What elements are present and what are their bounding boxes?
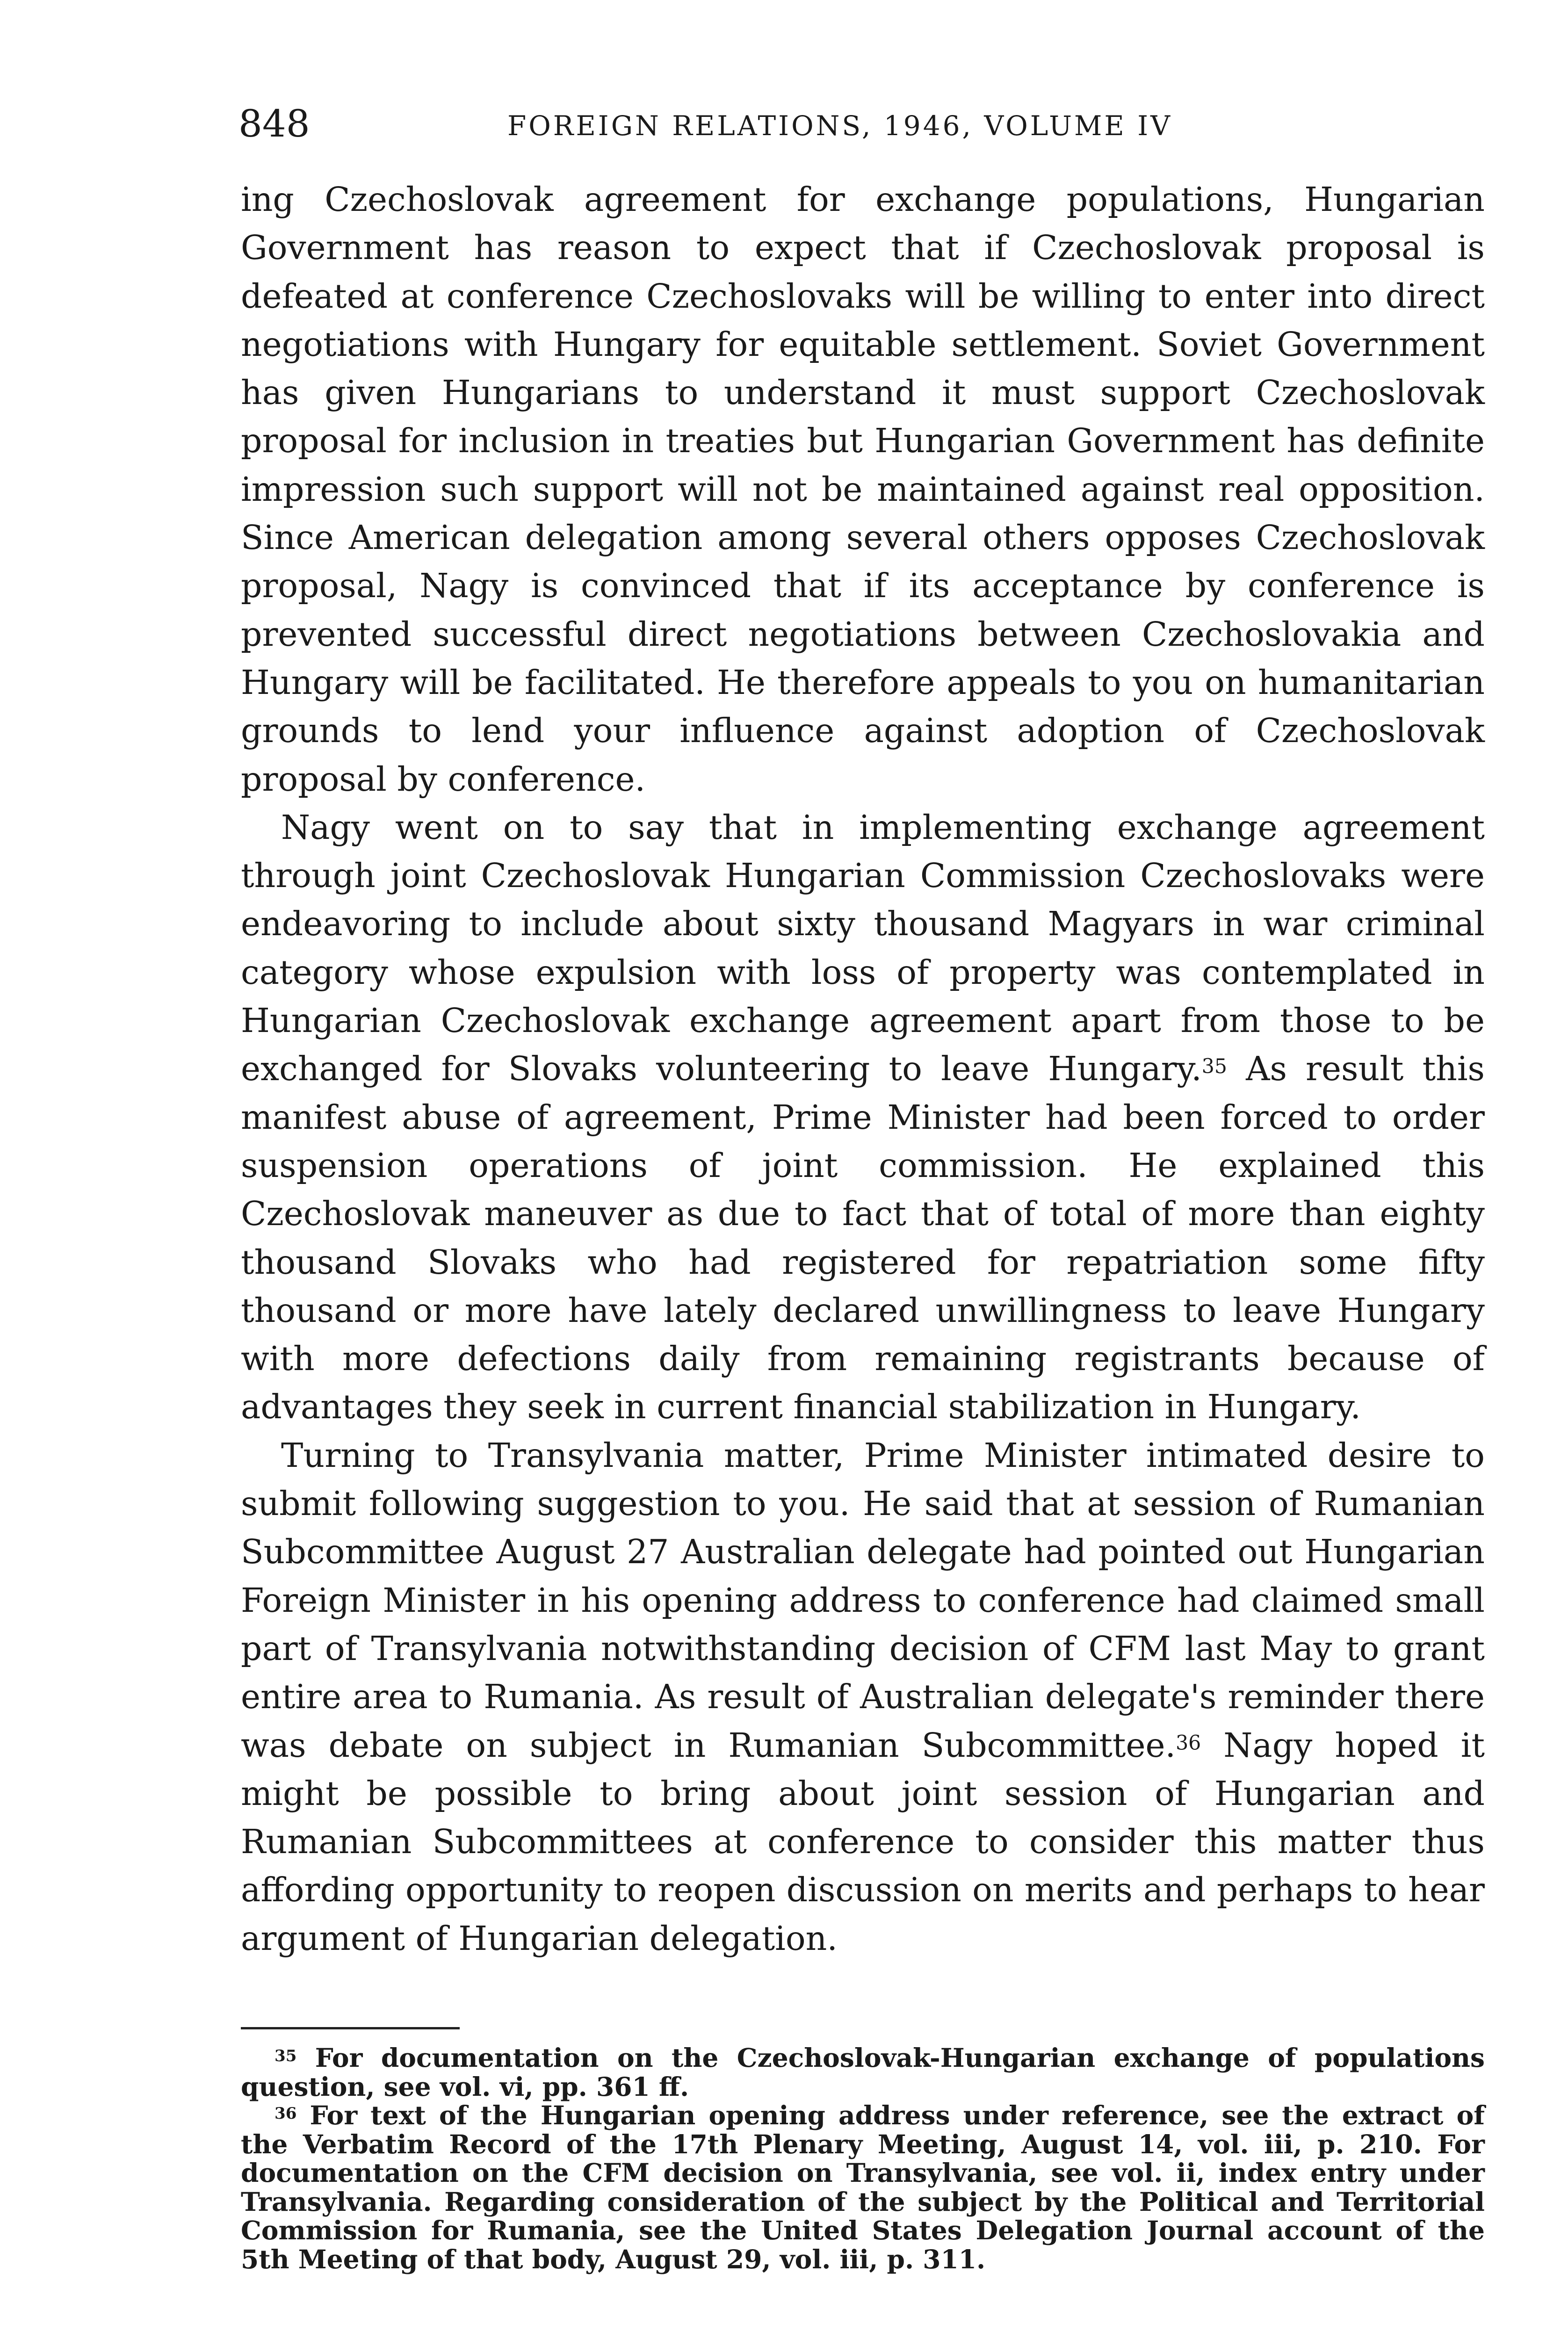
footnote-ref-35: 35	[1201, 1055, 1227, 1079]
page-number: 848	[238, 102, 310, 145]
paragraph-1-text: ing Czechoslovak agreement for exchange populations, Hungarian Government has reason to expect that if Czechoslovak proposal is defeated at conference Czechoslovaks will be willing to enter into direct negotiations with Hungary for equitable settlement. Soviet Government has given Hungarians to understand it must support Czechoslovak proposal for inclusion in treaties but Hungarian Government has definite impression such support will not be maintained against real opposition. Since American delegation among several others opposes Czechoslovak proposal, Nagy is convinced that if its acceptance by conference is prevented successful direct negotiations between Czechoslovakia and Hungary will be facilitated. He therefore appeals to you on humanitarian grounds to lend your influence against adoption of Czechoslovak proposal by conference.	[241, 180, 1485, 799]
paragraph-3-text-b: Nagy hoped it might be possible to bring about joint session of Hungarian and Rumanian Subcommittees at conference to consider this matter thus affording opportunity to reopen discussion on merits and perhaps to hear argument of Hungarian delegation.	[241, 1725, 1485, 1958]
footnote-ref-36: 36	[1176, 1731, 1201, 1755]
footnote-number: 35	[275, 2047, 297, 2066]
running-head	[238, 101, 1501, 152]
paragraph-3-text-a: Turning to Transylvania matter, Prime Minister intimated desire to submit following suggestion to you. He said that at session of Rumanian Subcommittee August 27 Australian delegate had pointed out Hungarian Foreign Minister in his opening address to conference had claimed small part of Transylvania notwithstanding decision of CFM last May to grant entire area to Rumania. As result of Australian delegate's reminder there was debate on subject in Rumanian Subcommittee.	[241, 1436, 1485, 1765]
paragraph-2-text-b: As result this manifest abuse of agreement, Prime Minister had been forced to order suspension operations of joint commission. He explained this Czechoslovak maneuver as due to fact that of total of more than eighty thousand Slovaks who had registered for repatriation some fifty thousand or more have lately declared unwillingness to leave Hungary with more defections daily from remaining registrants because of advantages they seek in current financial stabilization in Hungary.	[241, 1049, 1485, 1427]
paragraph-2	[241, 803, 1485, 1431]
paragraph-1	[241, 175, 1485, 803]
footnote-36	[241, 2101, 1485, 2273]
running-title: FOREIGN RELATIONS, 1946, VOLUME IV	[507, 110, 1172, 142]
paragraph-2-text-a: Nagy went on to say that in implementing exchange agreement through joint Czechoslovak Hungarian Commission Czechoslovaks were endeavoring to include about sixty thousand Magyars in war criminal category whose expulsion with loss of property was contemplated in Hungarian Czechoslovak exchange agreement apart from those to be exchanged for Slovaks volunteering to leave Hungary.	[241, 808, 1485, 1089]
footnote-divider	[241, 2027, 460, 2029]
footnote-number: 36	[275, 2104, 297, 2123]
footnote-text: For text of the Hungarian opening address under reference, see the extract of the Verbatim Record of the 17th Plenary Meeting, August 14, vol. iii, p. 210. For documentation on the CFM decision on Transylvania, see vol. ii, index entry under Transylvania. Regarding consideration of the subject by the Political and Territorial Commission for Rumania, see the United States Delegation Journal account of the 5th Meeting of that body, August 29, vol. iii, p. 311.	[241, 2100, 1485, 2274]
body-text	[241, 175, 1485, 1963]
footnotes	[241, 2043, 1485, 2273]
footnote-35	[241, 2043, 1485, 2101]
paragraph-3	[241, 1431, 1485, 1963]
footnote-text: For documentation on the Czechoslovak-Hungarian exchange of populations question, see vol. vi, pp. 361 ff.	[241, 2042, 1485, 2102]
